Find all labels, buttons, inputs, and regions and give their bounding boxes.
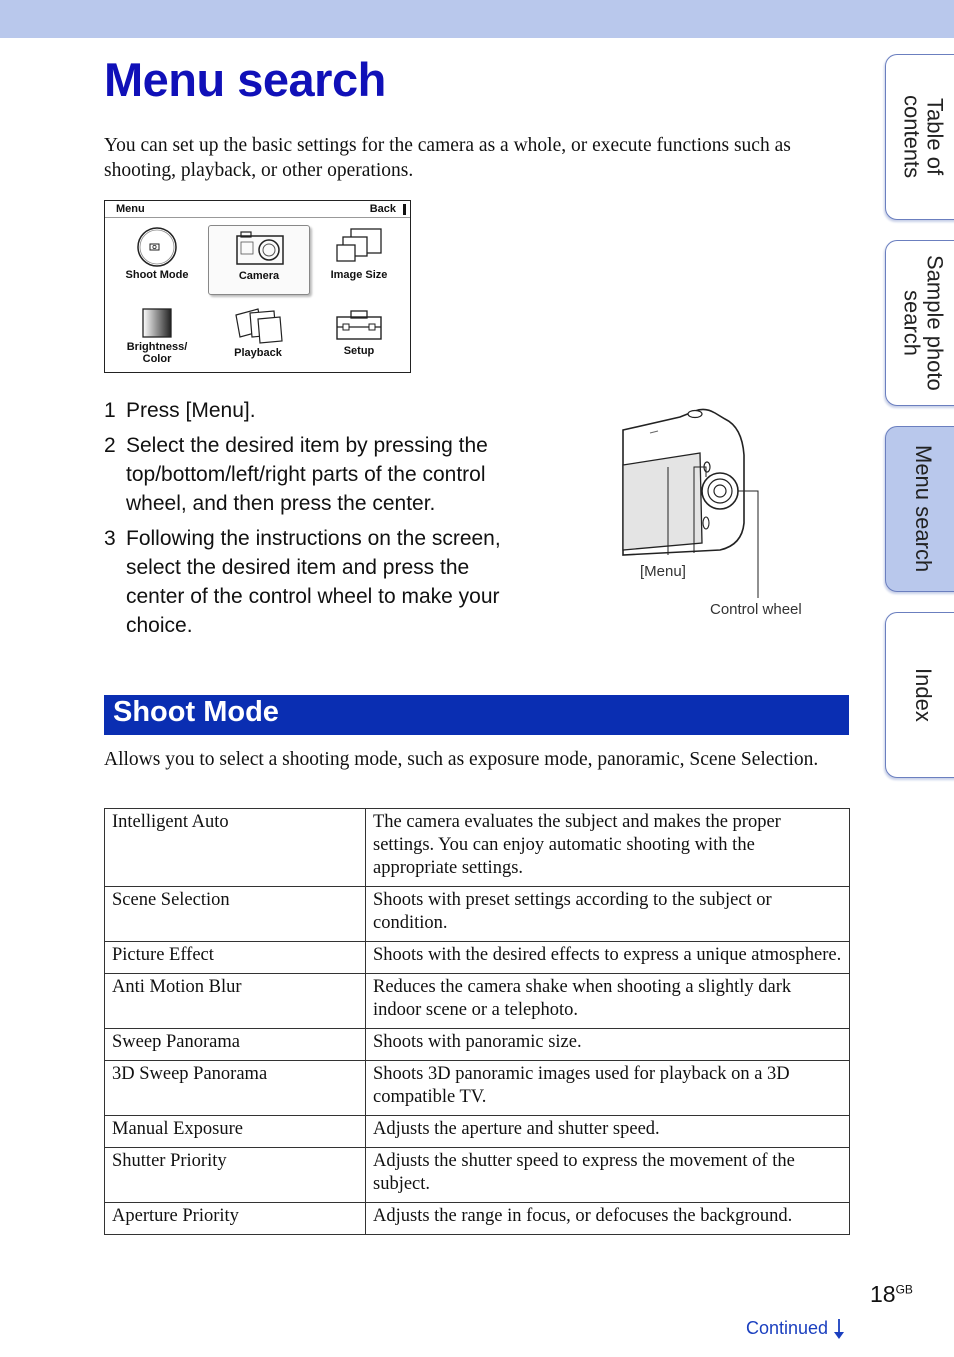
menu-button-label: [Menu] <box>640 563 686 580</box>
step-text: Following the instructions on the screen, select the desired item and press the center of the control wheel to make your choice. <box>126 527 501 637</box>
menu-item-shoot-mode <box>107 223 207 293</box>
tab-index[interactable] <box>885 612 954 778</box>
mode-description: Adjusts the shutter speed to express the movement of the subject. <box>366 1148 850 1203</box>
top-color-bar <box>0 0 954 38</box>
tab-label: Sample photo search <box>899 255 948 391</box>
step-text: Select the desired item by pressing the top/bottom/left/right parts of the control wheel, and then press the center. <box>126 434 488 515</box>
mode-description: Shoots 3D panoramic images used for playback on a 3D compatible TV. <box>366 1061 850 1116</box>
step-text: Press [Menu]. <box>126 399 256 422</box>
page-number <box>870 1281 913 1308</box>
menu-item-brightness-color <box>107 305 207 371</box>
tab-sample-photo-search[interactable] <box>885 240 954 406</box>
mode-description: Shoots with panoramic size. <box>366 1029 850 1061</box>
page-number-suffix: GB <box>895 1282 913 1297</box>
menu-item-playback <box>208 303 308 369</box>
tab-label: Table of contents <box>899 95 948 179</box>
mode-name: Aperture Priority <box>105 1203 366 1235</box>
tab-table-of-contents[interactable] <box>885 54 954 220</box>
page-number-value: 18 <box>870 1281 896 1307</box>
menu-screen-header <box>105 201 410 218</box>
menu-item-camera <box>208 225 310 295</box>
menu-item-label: Camera <box>238 270 280 282</box>
tab-menu-search[interactable] <box>885 426 954 592</box>
tab-label: Index <box>911 668 936 722</box>
brightness-color-icon <box>135 305 179 341</box>
table-row <box>105 1061 850 1116</box>
menu-item-label: Setup <box>343 345 375 357</box>
mode-description: Adjusts the aperture and shutter speed. <box>366 1116 850 1148</box>
mode-description: Shoots with preset settings according to the subject or condition. <box>366 887 850 942</box>
intro-paragraph: You can set up the basic settings for the camera as a whole, or execute functions such as shooting, playback, or other operations. <box>104 135 791 181</box>
image-size-icon <box>331 223 387 269</box>
menu-item-image-size <box>309 223 409 293</box>
menu-screen-title: Menu <box>116 203 145 215</box>
mode-name: Intelligent Auto <box>105 809 366 887</box>
tab-label: Menu search <box>911 445 936 573</box>
mode-description: The camera evaluates the subject and makes the proper settings. You can enjoy automatic shooting with the appropriate settings. <box>366 809 850 887</box>
mode-name: 3D Sweep Panorama <box>105 1061 366 1116</box>
menu-screen-back: Back <box>369 203 396 215</box>
menu-item-label: Shoot Mode <box>125 269 189 281</box>
table-row <box>105 887 850 942</box>
camera-back-illustration <box>620 405 850 630</box>
continued-link[interactable] <box>746 1318 845 1340</box>
mode-description: Shoots with the desired effects to express a unique atmosphere. <box>366 942 850 974</box>
section-header-shoot-mode <box>104 695 849 735</box>
table-row <box>105 1148 850 1203</box>
table-row <box>105 809 850 887</box>
step-number: 3 <box>104 527 116 550</box>
menu-item-label: Brightness/ Color <box>126 341 188 365</box>
section-description: Allows you to select a shooting mode, such as exposure mode, panoramic, Scene Selection. <box>104 749 819 770</box>
mode-name: Anti Motion Blur <box>105 974 366 1029</box>
menu-item-setup <box>309 305 409 371</box>
step-number: 1 <box>104 399 116 422</box>
back-bar-icon <box>403 204 406 215</box>
down-arrow-icon <box>833 1318 845 1340</box>
table-row <box>105 1203 850 1235</box>
step-number: 2 <box>104 434 116 457</box>
menu-screen-illustration <box>104 200 411 373</box>
step-1 <box>104 396 524 425</box>
menu-item-label: Image Size <box>330 269 388 281</box>
table-row <box>105 1029 850 1061</box>
mode-name: Picture Effect <box>105 942 366 974</box>
setup-icon <box>331 305 387 345</box>
menu-item-label: Playback <box>234 347 282 359</box>
instruction-steps <box>104 396 524 646</box>
step-2 <box>104 431 524 518</box>
mode-name: Manual Exposure <box>105 1116 366 1148</box>
table-row <box>105 1116 850 1148</box>
mode-description: Adjusts the range in focus, or defocuses the background. <box>366 1203 850 1235</box>
continued-label: Continued <box>746 1318 829 1338</box>
table-row <box>105 974 850 1029</box>
mode-name: Shutter Priority <box>105 1148 366 1203</box>
control-wheel-label: Control wheel <box>710 601 802 618</box>
playback-icon <box>228 303 288 347</box>
shoot-mode-icon <box>135 223 179 269</box>
mode-description: Reduces the camera shake when shooting a slightly dark indoor scene or a telephoto. <box>366 974 850 1029</box>
page-title: Menu search <box>104 53 386 106</box>
mode-name: Sweep Panorama <box>105 1029 366 1061</box>
section-title: Shoot Mode <box>113 696 279 728</box>
table-row <box>105 942 850 974</box>
mode-name: Scene Selection <box>105 887 366 942</box>
shoot-mode-table <box>104 808 850 1235</box>
step-3 <box>104 524 524 640</box>
camera-icon <box>231 226 287 270</box>
